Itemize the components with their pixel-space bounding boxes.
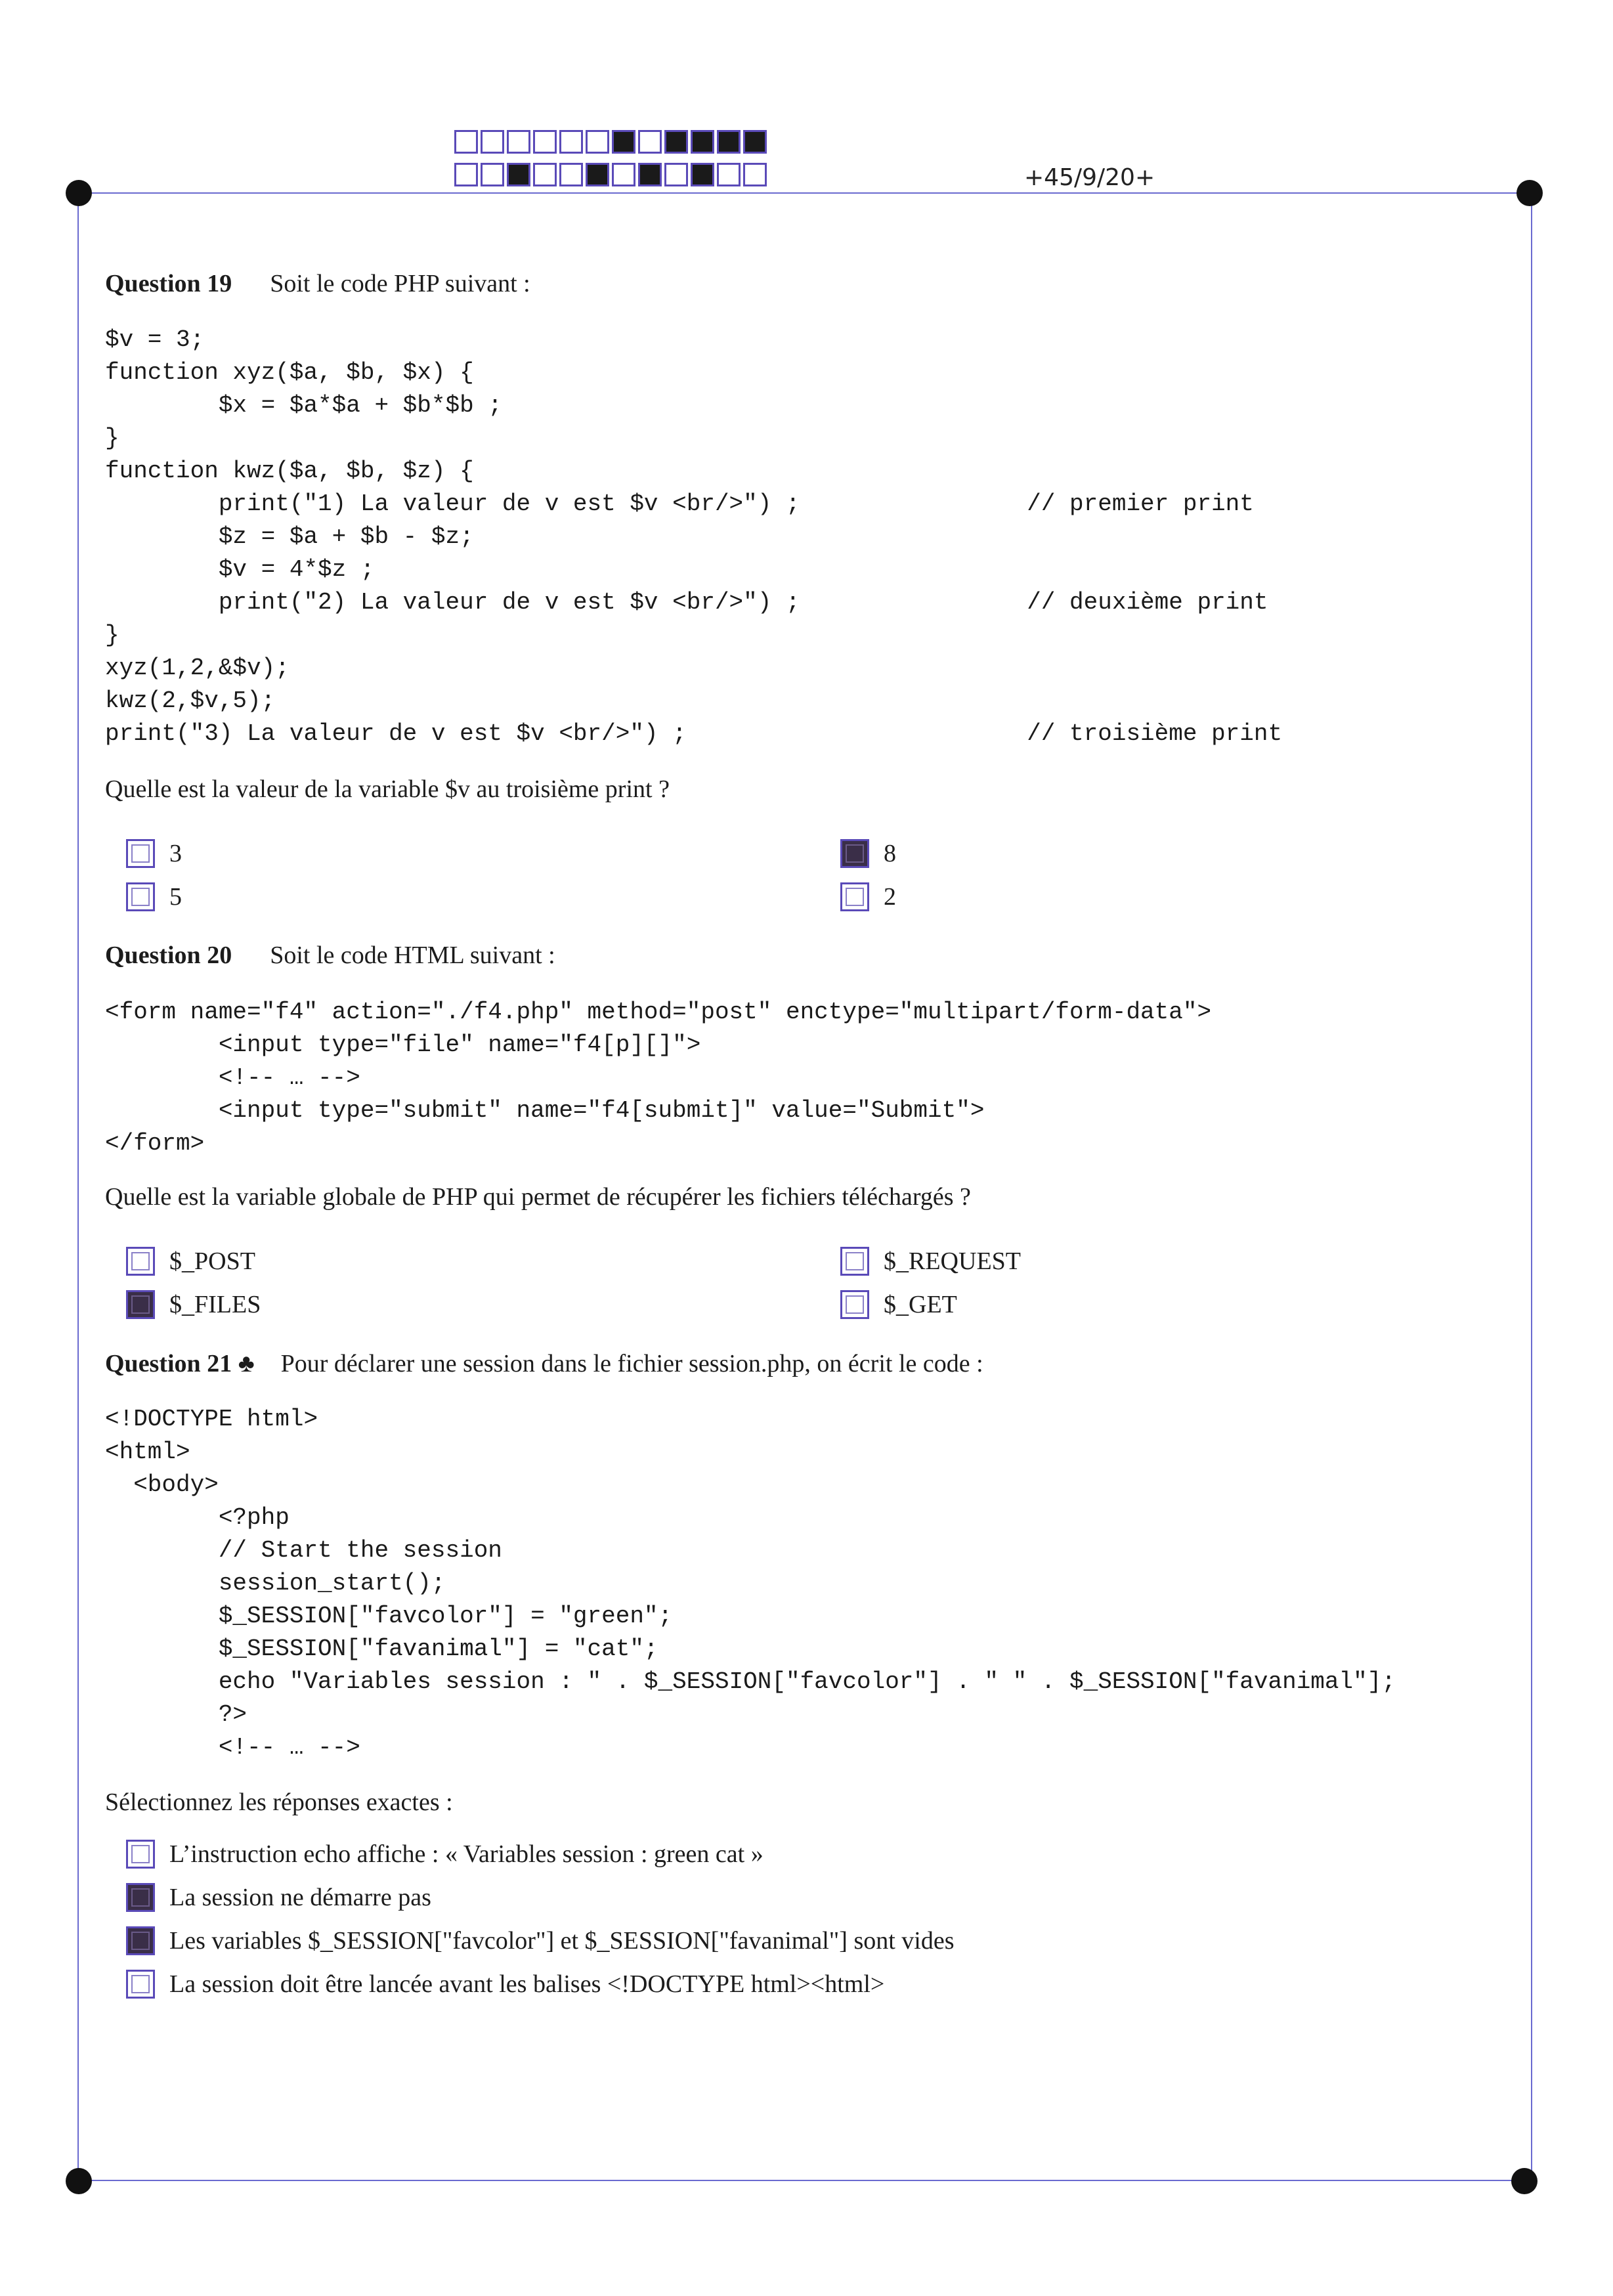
answer-label: 5 [169, 883, 182, 911]
id-grid-cell [507, 130, 530, 154]
id-grid-cell [533, 130, 557, 154]
student-id-grid-row-2 [454, 163, 769, 186]
q21-answer-1[interactable] [126, 1840, 763, 1869]
id-grid-cell [691, 163, 714, 186]
checkbox[interactable] [126, 882, 155, 911]
corner-mark-top-right [1516, 180, 1543, 206]
id-grid-cell [586, 130, 609, 154]
answer-label: La session ne démarre pas [169, 1884, 431, 1911]
frame-left-line [77, 192, 79, 2181]
student-id-grid-row-1 [454, 130, 769, 154]
corner-mark-bottom-right [1511, 2168, 1538, 2194]
q19-answer-3[interactable] [126, 839, 182, 868]
answer-label: La session doit être lancée avant les balises <!DOCTYPE html><html> [169, 1970, 885, 1998]
id-grid-cell [507, 163, 530, 186]
question-20-prompt: Quelle est la variable globale de PHP qui permet de récupérer les fichiers téléchargés ? [105, 1183, 971, 1211]
answer-label: 2 [884, 883, 896, 911]
question-21-label: Question 21 ♣ [105, 1350, 255, 1377]
q20-answer-post[interactable] [126, 1247, 255, 1276]
question-19-intro: Soit le code PHP suivant : [270, 270, 530, 297]
question-21-intro: Pour déclarer une session dans le fichier session.php, on écrit le code : [280, 1350, 983, 1377]
question-20-code: <form name="f4" action="./f4.php" method="post" enctype="multipart/form-data"> <input type="file" name="f4[p][]"> <!-- … --> <input type="submit" name="f4[submit]" value="Submit"> </form> [105, 999, 1212, 1157]
answer-label: $_POST [169, 1247, 255, 1275]
checkbox[interactable] [126, 1290, 155, 1319]
page-code: +45/9/20+ [1024, 164, 1155, 191]
id-grid-cell [664, 163, 688, 186]
id-grid-cell [691, 130, 714, 154]
question-19-heading [105, 269, 530, 298]
id-grid-cell [559, 130, 583, 154]
id-grid-cell [454, 163, 478, 186]
corner-mark-top-left [66, 180, 92, 206]
id-grid-cell [454, 130, 478, 154]
question-20-label: Question 20 [105, 942, 232, 969]
id-grid-cell [481, 163, 504, 186]
q21-answer-3[interactable] [126, 1926, 955, 1955]
question-20-intro: Soit le code HTML suivant : [270, 942, 555, 969]
answer-label: 8 [884, 840, 896, 867]
answer-label: $_FILES [169, 1291, 261, 1318]
id-grid-cell [743, 130, 767, 154]
id-grid-cell [717, 163, 741, 186]
checkbox[interactable] [126, 1247, 155, 1276]
question-19-label: Question 19 [105, 270, 232, 297]
answer-label: $_GET [884, 1291, 957, 1318]
frame-bottom-line [79, 2180, 1532, 2181]
frame-top-line [79, 192, 1532, 194]
checkbox[interactable] [840, 1247, 869, 1276]
id-grid-cell [481, 130, 504, 154]
id-grid-cell [717, 130, 741, 154]
id-grid-cell [612, 130, 635, 154]
q20-answer-get[interactable] [840, 1290, 957, 1319]
q20-answer-files[interactable] [126, 1290, 261, 1319]
checkbox[interactable] [840, 1290, 869, 1319]
id-grid-cell [612, 163, 635, 186]
answer-label: $_REQUEST [884, 1247, 1021, 1275]
q19-answer-2[interactable] [840, 882, 896, 911]
checkbox[interactable] [840, 839, 869, 868]
answer-label: 3 [169, 840, 182, 867]
checkbox[interactable] [126, 1883, 155, 1912]
q21-answer-4[interactable] [126, 1970, 884, 1999]
id-grid-cell [638, 130, 662, 154]
id-grid-cell [638, 163, 662, 186]
checkbox[interactable] [126, 1840, 155, 1869]
checkbox[interactable] [126, 1926, 155, 1955]
id-grid-cell [533, 163, 557, 186]
checkbox[interactable] [840, 882, 869, 911]
q19-answer-5[interactable] [126, 882, 182, 911]
question-21-heading [105, 1349, 983, 1378]
question-21-prompt: Sélectionnez les réponses exactes : [105, 1788, 453, 1816]
question-19-code: $v = 3; function xyz($a, $b, $x) { $x = $a*$a + $b*$b ; } function kwz($a, $b, $z) { print("1) La valeur de v est $v <br/>") ; // premier print $z = $a + $b - $z; $v = 4*$z ; print("2) La valeur de v est $v <br/>") ; // deuxième print } xyz(1,2,&$v); kwz(2,$v,5); print("3) La valeur de v est $v <br/>") ; // troisième print [105, 326, 1283, 747]
id-grid-cell [586, 163, 609, 186]
id-grid-cell [559, 163, 583, 186]
checkbox[interactable] [126, 1970, 155, 1999]
corner-mark-bottom-left [66, 2168, 92, 2194]
q21-answer-2[interactable] [126, 1883, 431, 1912]
question-21-code: <!DOCTYPE html> <html> <body> <?php // Start the session session_start(); $_SESSION["favcolor"] = "green"; $_SESSION["favanimal"] = "cat"; echo "Variables session : " . $_SESSION["favcolor"] . " " . $_SESSION["favanimal"]; ?> <!-- … --> [105, 1406, 1396, 1761]
id-grid-cell [743, 163, 767, 186]
q20-answer-request[interactable] [840, 1247, 1021, 1276]
id-grid-cell [664, 130, 688, 154]
question-20-heading [105, 941, 555, 970]
checkbox[interactable] [126, 839, 155, 868]
answer-label: L’instruction echo affiche : « Variables session : green cat » [169, 1840, 763, 1868]
q19-answer-8[interactable] [840, 839, 896, 868]
question-19-prompt: Quelle est la valeur de la variable $v au troisième print ? [105, 775, 670, 803]
answer-label: Les variables $_SESSION["favcolor"] et $_SESSION["favanimal"] sont vides [169, 1927, 955, 1955]
frame-right-line [1531, 192, 1532, 2181]
